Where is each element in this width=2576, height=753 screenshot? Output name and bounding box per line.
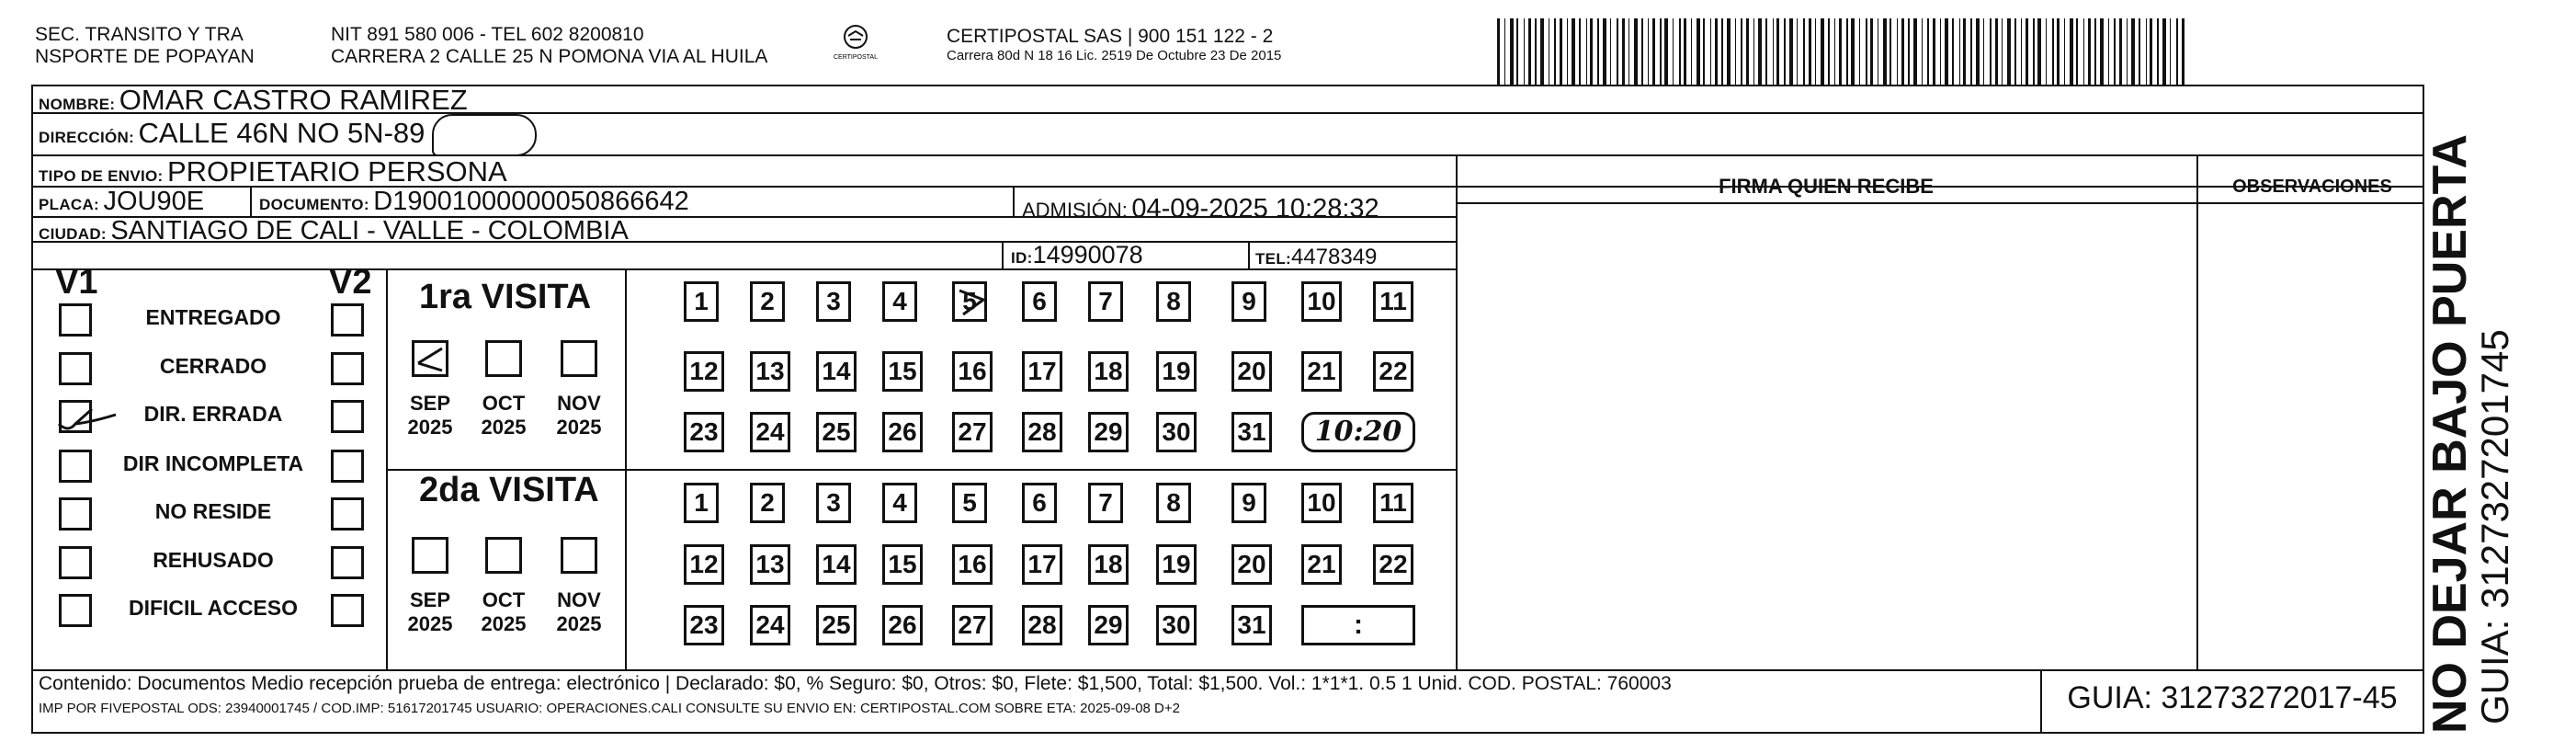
day-box-5[interactable]: 5 [952,281,987,322]
barcode-bar [1497,18,1500,85]
side-guia: GUIA: 3127327201745 [2473,329,2516,724]
barcode-bar [1648,18,1649,85]
v2-checkbox[interactable] [331,546,364,579]
barcode-bar [1963,18,1966,85]
v2-checkbox[interactable] [331,400,364,433]
day-box-6[interactable]: 6 [1022,281,1057,322]
barcode-bar [1697,18,1700,85]
day-box-12[interactable]: 12 [684,351,724,392]
barcode-bar [2127,18,2128,85]
certipostal-logo [832,22,879,63]
day-box-6[interactable]: 6 [1022,483,1057,523]
day-box-9[interactable]: 9 [1231,483,1266,523]
barcode-bar [1913,18,1917,85]
barcode-bar [2176,18,2178,85]
day-box-18[interactable]: 18 [1088,351,1129,392]
day-box-5[interactable]: 5 [952,483,987,523]
day-box-10[interactable]: 10 [1301,483,1342,523]
observaciones-header: OBSERVACIONES [2232,177,2392,197]
barcode-bar [2150,18,2152,85]
barcode-bar [1597,18,1599,85]
day-box-15[interactable]: 15 [882,351,923,392]
day-box-3[interactable]: 3 [816,483,851,523]
footer-contents: Contenido: Documentos Medio recepción prueba de entrega: electrónico | Declarado: $0, % Seguro: $0, Otros: $0, Flete: $1,500, Total: $1,500. Vol.: 1*1*1. 0.5 1 Unid. COD. POSTAL: 760003 [39,673,1672,694]
day-box-8[interactable]: 8 [1156,281,1191,322]
barcode-bar [1758,18,1762,85]
barcode-bar [2119,18,2122,85]
month-name: SEP [409,588,451,611]
barcode-bar [1579,18,1581,85]
admision-cell [1022,194,1379,224]
barcode-bar [2094,18,2096,85]
barcode-bar [1721,18,1723,85]
barcode-bar [2076,18,2078,85]
month-checkbox-oct[interactable] [485,537,522,574]
barcode-bar [1933,18,1935,85]
placa-value: JOU90E [103,187,205,216]
barcode-bar [1554,18,1556,85]
barcode-bar [1535,18,1537,85]
barcode-bar [1679,18,1681,85]
month-label [551,392,607,439]
barcode-bar [1753,18,1754,85]
barcode-bar [2131,18,2135,85]
placa-label: PLACA: [39,196,100,213]
status-label: ENTREGADO [145,305,281,329]
barcode-bar [1809,18,1811,85]
second-visit-title: 2da VISITA [419,471,599,509]
sender-line-2: NSPORTE DE POPAYAN [35,46,255,67]
status-label: NO RESIDE [154,499,272,523]
barcode-bar [1586,18,1587,85]
day-box-7[interactable]: 7 [1088,281,1123,322]
day-box-11[interactable]: 11 [1373,483,1413,523]
nombre-row [39,84,468,117]
barcode-bar [1628,18,1629,85]
barcode-bar [2002,18,2003,85]
barcode-bar [1660,18,1662,85]
day-box-27[interactable]: 27 [952,412,993,452]
v1-header: V1 [55,263,98,302]
day-box-10[interactable]: 10 [1301,281,1342,322]
first-visit-title: 1ra VISITA [419,278,592,316]
direccion-value: CALLE 46N NO 5N-89 [138,117,426,149]
no-dejar-bajo-puerta: NO DEJAR BAJO PUERTA [2423,133,2477,734]
second-visit-time[interactable]: : [1301,605,1415,645]
sender-line-1: SEC. TRANSITO Y TRA [35,24,244,45]
svg-text:CERTIPOSTAL: CERTIPOSTAL [834,54,878,61]
barcode-bar [2052,18,2054,85]
tipo-value: PROPIETARIO PERSONA [166,155,507,188]
barcode-bar [1803,18,1805,85]
barcode-bar [1870,18,1873,85]
day-box-26[interactable]: 26 [882,605,923,645]
v1-checkbox[interactable] [59,303,92,337]
barcode-bar [2100,18,2104,85]
v2-header: V2 [329,263,372,302]
day-box-30[interactable]: 30 [1156,605,1197,645]
barcode-bar [1897,18,1898,85]
barcode-bar [1976,18,1980,85]
barcode-bar [2108,18,2109,85]
barcode-bar [1516,18,1518,85]
observations-area[interactable] [2200,206,2421,666]
status-label: DIFICIL ACCESO [128,596,298,620]
barcode-bar [1664,18,1668,85]
barcode-bar [1673,18,1674,85]
barcode-bar [1524,18,1525,85]
day-box-29[interactable]: 29 [1088,412,1129,452]
day-box-7[interactable]: 7 [1088,483,1123,523]
barcode-bar [1634,18,1638,85]
ciudad-value: SANTIAGO DE CALI - VALLE - COLOMBIA [110,216,629,245]
admision-label: ADMISIÓN: [1022,199,1128,222]
barcode-bar [1510,18,1514,85]
month-checkbox-nov[interactable] [561,340,597,377]
day-box-2[interactable]: 2 [750,483,785,523]
barcode-bar [1940,18,1941,85]
day-box-11[interactable]: 11 [1373,281,1413,322]
v1-checkbox[interactable] [59,497,92,531]
guia-box: GUIA: 31273272017-45 [2067,680,2398,715]
status-label: DIR. ERRADA [143,402,283,426]
placa-cell [39,187,204,217]
day-box-4[interactable]: 4 [882,281,917,322]
barcode-bar [2046,18,2047,85]
status-label: REHUSADO [153,548,274,572]
nombre-label: NOMBRE: [39,96,116,113]
barcode-bar [1945,18,1948,85]
day-box-22[interactable]: 22 [1373,544,1413,585]
month-name: SEP [409,392,451,415]
month-year: 2025 [481,416,527,439]
month-year: 2025 [556,612,602,635]
barcode-bar [1715,18,1718,85]
barcode-bar [1828,18,1830,85]
barcode-bar [1504,18,1505,85]
day-box-1[interactable]: 1 [684,281,719,322]
day-box-16[interactable]: 16 [952,351,993,392]
barcode-bar [1641,18,1643,85]
month-year: 2025 [481,612,527,635]
day-box-20[interactable]: 20 [1231,351,1272,392]
month-name: OCT [482,588,526,611]
barcode-bar [2157,18,2159,85]
day-box-24[interactable]: 24 [750,605,790,645]
day-box-24[interactable]: 24 [750,412,790,452]
barcode-bar [2139,18,2140,85]
barcode-bar [1773,18,1774,85]
day-box-3[interactable]: 3 [816,281,851,322]
barcode-bar [1710,18,1711,85]
day-box-1[interactable]: 1 [684,483,719,523]
barcode [1493,18,2192,85]
month-checkbox-oct[interactable] [485,340,522,377]
day-box-21[interactable]: 21 [1301,544,1342,585]
day-check-mark [956,285,993,326]
courier-license: Carrera 80d N 18 16 Lic. 2519 De Octubre 23 De 2015 [947,48,1282,63]
barcode-bar [1866,18,1867,85]
day-box-16[interactable]: 16 [952,544,993,585]
barcode-bar [2037,18,2041,85]
v1-checkbox[interactable] [59,546,92,579]
day-box-2[interactable]: 2 [750,281,785,322]
barcode-bar [1846,18,1848,85]
day-box-14[interactable]: 14 [816,544,857,585]
day-box-30[interactable]: 30 [1156,412,1197,452]
day-box-31[interactable]: 31 [1231,412,1272,452]
barcode-bar [1784,18,1786,85]
day-box-28[interactable]: 28 [1022,412,1062,452]
barcode-bar [2021,18,2022,85]
month-label [476,588,531,636]
day-box-20[interactable]: 20 [1231,544,1272,585]
barcode-bar [1983,18,1984,85]
month-label [403,588,458,636]
id-cell [1011,241,1143,269]
day-box-4[interactable]: 4 [882,483,917,523]
first-visit-time[interactable]: 10:20 [1301,412,1415,452]
barcode-bar [1839,18,1842,85]
day-box-29[interactable]: 29 [1088,605,1129,645]
day-box-15[interactable]: 15 [882,544,923,585]
v1-checkbox[interactable] [59,450,92,483]
barcode-bar [2114,18,2116,85]
barcode-bar [1528,18,1531,85]
barcode-bar [1735,18,1736,85]
day-box-19[interactable]: 19 [1156,351,1197,392]
day-box-23[interactable]: 23 [684,412,724,452]
v2-checkbox[interactable] [331,450,364,483]
sender-address: CARRERA 2 CALLE 25 N POMONA VIA AL HUILA [331,46,768,67]
address-circle-mark [432,114,537,156]
sender-name [35,24,255,68]
day-box-14[interactable]: 14 [816,351,857,392]
day-box-22[interactable]: 22 [1373,351,1413,392]
barcode-bar [2170,18,2171,85]
month-name: NOV [557,392,601,415]
tel-label: TEL: [1255,250,1291,268]
barcode-bar [2182,18,2184,85]
barcode-bar [1617,18,1618,85]
tipo-label: TIPO DE ENVIO: [39,167,164,185]
barcode-bar [1821,18,1824,85]
month-year: 2025 [407,612,453,635]
tel-cell [1255,245,1377,270]
barcode-bar [1927,18,1929,85]
barcode-bar [1622,18,1625,85]
month-label [551,588,607,636]
documento-cell [259,187,689,217]
barcode-bar [1652,18,1655,85]
barcode-bar [1883,18,1887,85]
barcode-bar [1560,18,1562,85]
courier-name: CERTIPOSTAL SAS | 900 151 122 - 2 [947,26,1274,47]
month-name: NOV [557,588,601,611]
barcode-bar [1746,18,1749,85]
barcode-bar [2007,18,2011,85]
v1-check-mark [55,396,119,441]
barcode-bar [1859,18,1860,85]
v2-checkbox[interactable] [331,303,364,337]
month-label [476,392,531,439]
month-name: OCT [482,392,526,415]
ciudad-label: CIUDAD: [39,225,107,243]
v2-checkbox[interactable] [331,594,364,627]
barcode-bar [1603,18,1606,85]
day-box-31[interactable]: 31 [1231,605,1272,645]
barcode-bar [2146,18,2147,85]
day-box-12[interactable]: 12 [684,544,724,585]
day-box-27[interactable]: 27 [952,605,993,645]
barcode-bar [1815,18,1816,85]
barcode-bar [1572,18,1575,85]
documento-value: D19001000000050866642 [373,187,689,216]
barcode-bar [2088,18,2091,85]
tel-value: 4478349 [1290,245,1378,269]
month-checkbox-sep[interactable] [412,340,448,377]
day-box-25[interactable]: 25 [816,605,857,645]
firma-header: FIRMA QUIEN RECIBE [1719,175,1934,198]
barcode-bar [1834,18,1835,85]
direccion-row [39,117,425,150]
signature-area[interactable] [1459,206,2193,666]
barcode-bar [1789,18,1793,85]
v2-checkbox[interactable] [331,497,364,531]
barcode-bar [1901,18,1904,85]
courier-info [947,26,1281,64]
barcode-bar [1952,18,1954,85]
day-box-13[interactable]: 13 [750,544,790,585]
barcode-bar [1889,18,1891,85]
footer-print-info: IMP POR FIVEPOSTAL ODS: 23940001745 / COD.IMP: 51617201745 USUARIO: OPERACIONES.CALI CONSULTE SU ENVIO EN: CERTIPOSTAL.COM SOBRE ETA: 2025-09-08 D+2 [39,701,1180,716]
barcode-bar [2064,18,2065,85]
v1-checkbox[interactable] [59,594,92,627]
day-box-28[interactable]: 28 [1022,605,1062,645]
barcode-bar [1540,18,1544,85]
day-box-21[interactable]: 21 [1301,351,1342,392]
status-label: DIR INCOMPLETA [122,451,304,475]
day-box-25[interactable]: 25 [816,412,857,452]
day-box-9[interactable]: 9 [1231,281,1266,322]
day-box-17[interactable]: 17 [1022,544,1062,585]
barcode-bar [1908,18,1910,85]
barcode-bar [1959,18,1960,85]
barcode-bar [1776,18,1779,85]
barcode-bar [2162,18,2166,85]
status-label: CERRADO [159,354,267,378]
month-label [403,392,458,439]
barcode-bar [1727,18,1731,85]
v2-checkbox[interactable] [331,352,364,385]
sender-contact [331,24,767,68]
day-box-17[interactable]: 17 [1022,351,1062,392]
v1-checkbox[interactable] [59,352,92,385]
month-year: 2025 [556,416,602,439]
day-box-18[interactable]: 18 [1088,544,1129,585]
barcode-bar [1703,18,1705,85]
id-value: 14990078 [1032,241,1143,268]
barcode-bar [1590,18,1593,85]
barcode-bar [1765,18,1767,85]
barcode-bar [2057,18,2060,85]
barcode-bar [1970,18,1972,85]
barcode-bar [1922,18,1923,85]
day-box-8[interactable]: 8 [1156,483,1191,523]
tipo-row [39,155,507,188]
month-year: 2025 [407,416,453,439]
day-box-23[interactable]: 23 [684,605,724,645]
barcode-bar [1684,18,1686,85]
barcode-bar [2070,18,2073,85]
barcode-bar [2083,18,2084,85]
barcode-bar [1691,18,1692,85]
day-box-19[interactable]: 19 [1156,544,1197,585]
admision-value: 04-09-2025 10:28:32 [1131,194,1379,223]
barcode-bar [1610,18,1611,85]
barcode-bar [2026,18,2028,85]
barcode-bar [1797,18,1798,85]
ciudad-cell [39,216,629,246]
day-box-13[interactable]: 13 [750,351,790,392]
barcode-bar [1995,18,1998,85]
barcode-bar [2033,18,2035,85]
id-label: ID: [1011,249,1033,267]
day-box-26[interactable]: 26 [882,412,923,452]
barcode-bar [1567,18,1568,85]
nombre-value: OMAR CASTRO RAMIREZ [119,84,468,116]
direccion-label: DIRECCIÓN: [39,129,135,146]
barcode-bar [2014,18,2016,85]
barcode-bar [1990,18,1992,85]
side-text [2423,53,2516,734]
barcode-bar [1741,18,1742,85]
barcode-bar [1851,18,1855,85]
month-checkbox-nov[interactable] [561,537,597,574]
documento-label: DOCUMENTO: [259,196,369,213]
sender-nit: NIT 891 580 006 - TEL 602 8200810 [331,24,644,45]
month-checkbox-sep[interactable] [412,537,448,574]
